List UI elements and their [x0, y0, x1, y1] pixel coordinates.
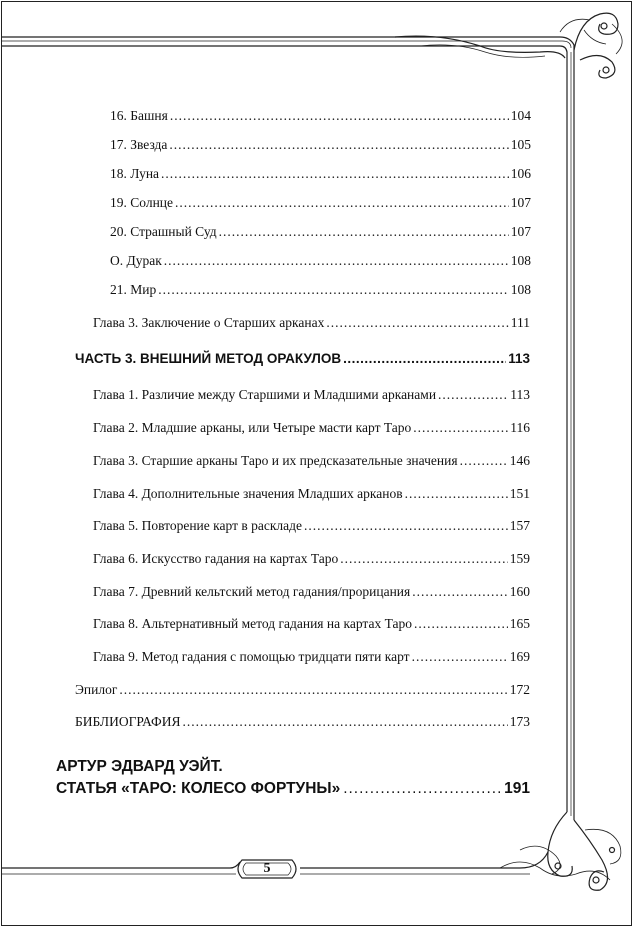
- toc-entry-label: 16. Башня: [110, 108, 168, 123]
- toc-leader-dots: [460, 453, 508, 469]
- toc-entry-page: 169: [509, 649, 530, 664]
- toc-entry-label: 21. Мир: [110, 282, 157, 297]
- toc-chapter-entry[interactable]: [93, 616, 530, 632]
- toc-entry-label: Глава 8. Альтернативный метод гадания на картах Таро: [93, 616, 412, 631]
- toc-entry-label: Глава 5. Повторение карт в раскладе: [93, 518, 302, 533]
- toc-chapter-entry[interactable]: [93, 551, 530, 567]
- toc-leader-dots: [413, 420, 508, 436]
- toc-leader-dots: [219, 224, 509, 240]
- toc-leader-dots: [326, 315, 508, 331]
- toc-chapter-entry[interactable]: [93, 649, 530, 665]
- toc-article-author: АРТУР ЭДВАРД УЭЙТ.: [56, 758, 223, 775]
- toc-entry[interactable]: [110, 224, 531, 240]
- toc-entry-label: Глава 9. Метод гадания с помощью тридцати пяти карт: [93, 649, 410, 664]
- toc-entry-page: 104: [510, 108, 531, 123]
- toc-entry-label: Глава 3. Старшие арканы Таро и их предсказательные значения: [93, 453, 458, 468]
- toc-entry-label: БИБЛИОГРАФИЯ: [75, 714, 181, 729]
- toc-part-heading[interactable]: [75, 351, 530, 367]
- toc-entry[interactable]: [110, 108, 531, 124]
- toc-leader-dots: [412, 649, 508, 665]
- toc-entry-label: Эпилог: [75, 682, 118, 697]
- toc-epilogue-entry[interactable]: [75, 682, 530, 698]
- toc-chapter-entry[interactable]: [93, 453, 530, 469]
- toc-leader-dots: [343, 780, 501, 798]
- toc-entry-page: 111: [510, 315, 530, 330]
- toc-leader-dots: [343, 351, 506, 367]
- toc-leader-dots: [158, 282, 509, 298]
- toc-entry-label: Глава 3. Заключение о Старших арканах: [93, 315, 325, 330]
- toc-leader-dots: [161, 166, 509, 182]
- toc-entry-label: Глава 6. Искусство гадания на картах Таро: [93, 551, 339, 566]
- toc-entry-page: 116: [510, 420, 530, 435]
- toc-entry-page: 106: [510, 166, 531, 181]
- toc-chapter-entry[interactable]: [93, 518, 530, 534]
- toc-entry-label: Глава 7. Древний кельтский метод гадания/прорицания: [93, 584, 411, 599]
- toc-part-page: 113: [508, 351, 530, 366]
- frame-top-wave: [395, 36, 565, 58]
- toc-entry[interactable]: [110, 166, 531, 182]
- toc-entry-page: 146: [509, 453, 530, 468]
- frame-top-right-flourish: [574, 13, 618, 50]
- toc-entry-label: 19. Солнце: [110, 195, 174, 210]
- toc-entry-page: 108: [510, 253, 531, 268]
- toc-entry-page: 160: [509, 584, 530, 599]
- toc-entry[interactable]: [110, 253, 531, 269]
- toc-entry-label: 18. Луна: [110, 166, 160, 181]
- toc-entry-label: Глава 2. Младшие арканы, или Четыре масти карт Таро: [93, 420, 412, 435]
- toc-bibliography-entry[interactable]: [75, 714, 530, 730]
- toc-entry-page: 151: [509, 486, 530, 501]
- toc-leader-dots: [175, 195, 509, 211]
- toc-leader-dots: [304, 518, 508, 534]
- toc-entry-page: 172: [509, 682, 530, 697]
- toc-entry-label: Глава 4. Дополнительные значения Младших арканов: [93, 486, 403, 501]
- toc-leader-dots: [119, 682, 507, 698]
- toc-entry-label: O. Дурак: [110, 253, 162, 268]
- toc-article-entry[interactable]: [56, 780, 530, 798]
- toc-entry[interactable]: [110, 282, 531, 298]
- toc-leader-dots: [169, 137, 508, 153]
- toc-entry-page: 159: [509, 551, 530, 566]
- toc-part-label: ЧАСТЬ 3. ВНЕШНИЙ МЕТОД ОРАКУЛОВ: [75, 351, 342, 366]
- toc-entry-page: 113: [510, 387, 530, 402]
- toc-leader-dots: [340, 551, 508, 567]
- toc-entry-page: 105: [510, 137, 531, 152]
- frame-bottom-band: [2, 862, 240, 868]
- toc-chapter-entry[interactable]: [93, 420, 530, 436]
- toc-entry-page: 108: [510, 282, 531, 297]
- toc-entry[interactable]: [110, 137, 531, 153]
- page-number: 5: [263, 861, 271, 876]
- toc-entry-label: Глава 1. Различие между Старшими и Младшими арканами: [93, 387, 437, 402]
- toc-leader-dots: [405, 486, 508, 502]
- toc-chapter-entry[interactable]: [93, 387, 530, 403]
- toc-chapter-entry[interactable]: [93, 486, 530, 502]
- toc-entry-page: 165: [509, 616, 530, 631]
- toc-entry-page: 107: [510, 195, 531, 210]
- toc-leader-dots: [438, 387, 508, 403]
- toc-leader-dots: [414, 616, 508, 632]
- toc-leader-dots: [170, 108, 509, 124]
- toc-entry-label: 20. Страшный Суд: [110, 224, 217, 239]
- toc-leader-dots: [412, 584, 508, 600]
- frame-top-band-inner: [2, 46, 567, 58]
- toc-chapter-entry[interactable]: [93, 584, 530, 600]
- toc-leader-dots: [164, 253, 509, 269]
- toc-article-page: 191: [504, 780, 530, 797]
- toc-entry-page: 157: [509, 518, 530, 533]
- toc-article-title: СТАТЬЯ «ТАРО: КОЛЕСО ФОРТУНЫ»: [56, 780, 341, 797]
- toc-entry[interactable]: [110, 195, 531, 211]
- toc-leader-dots: [182, 714, 507, 730]
- toc-chapter-entry[interactable]: [93, 315, 530, 331]
- toc-entry-label: 17. Звезда: [110, 137, 168, 152]
- toc-entry-page: 107: [510, 224, 531, 239]
- toc-entry-page: 173: [509, 714, 530, 729]
